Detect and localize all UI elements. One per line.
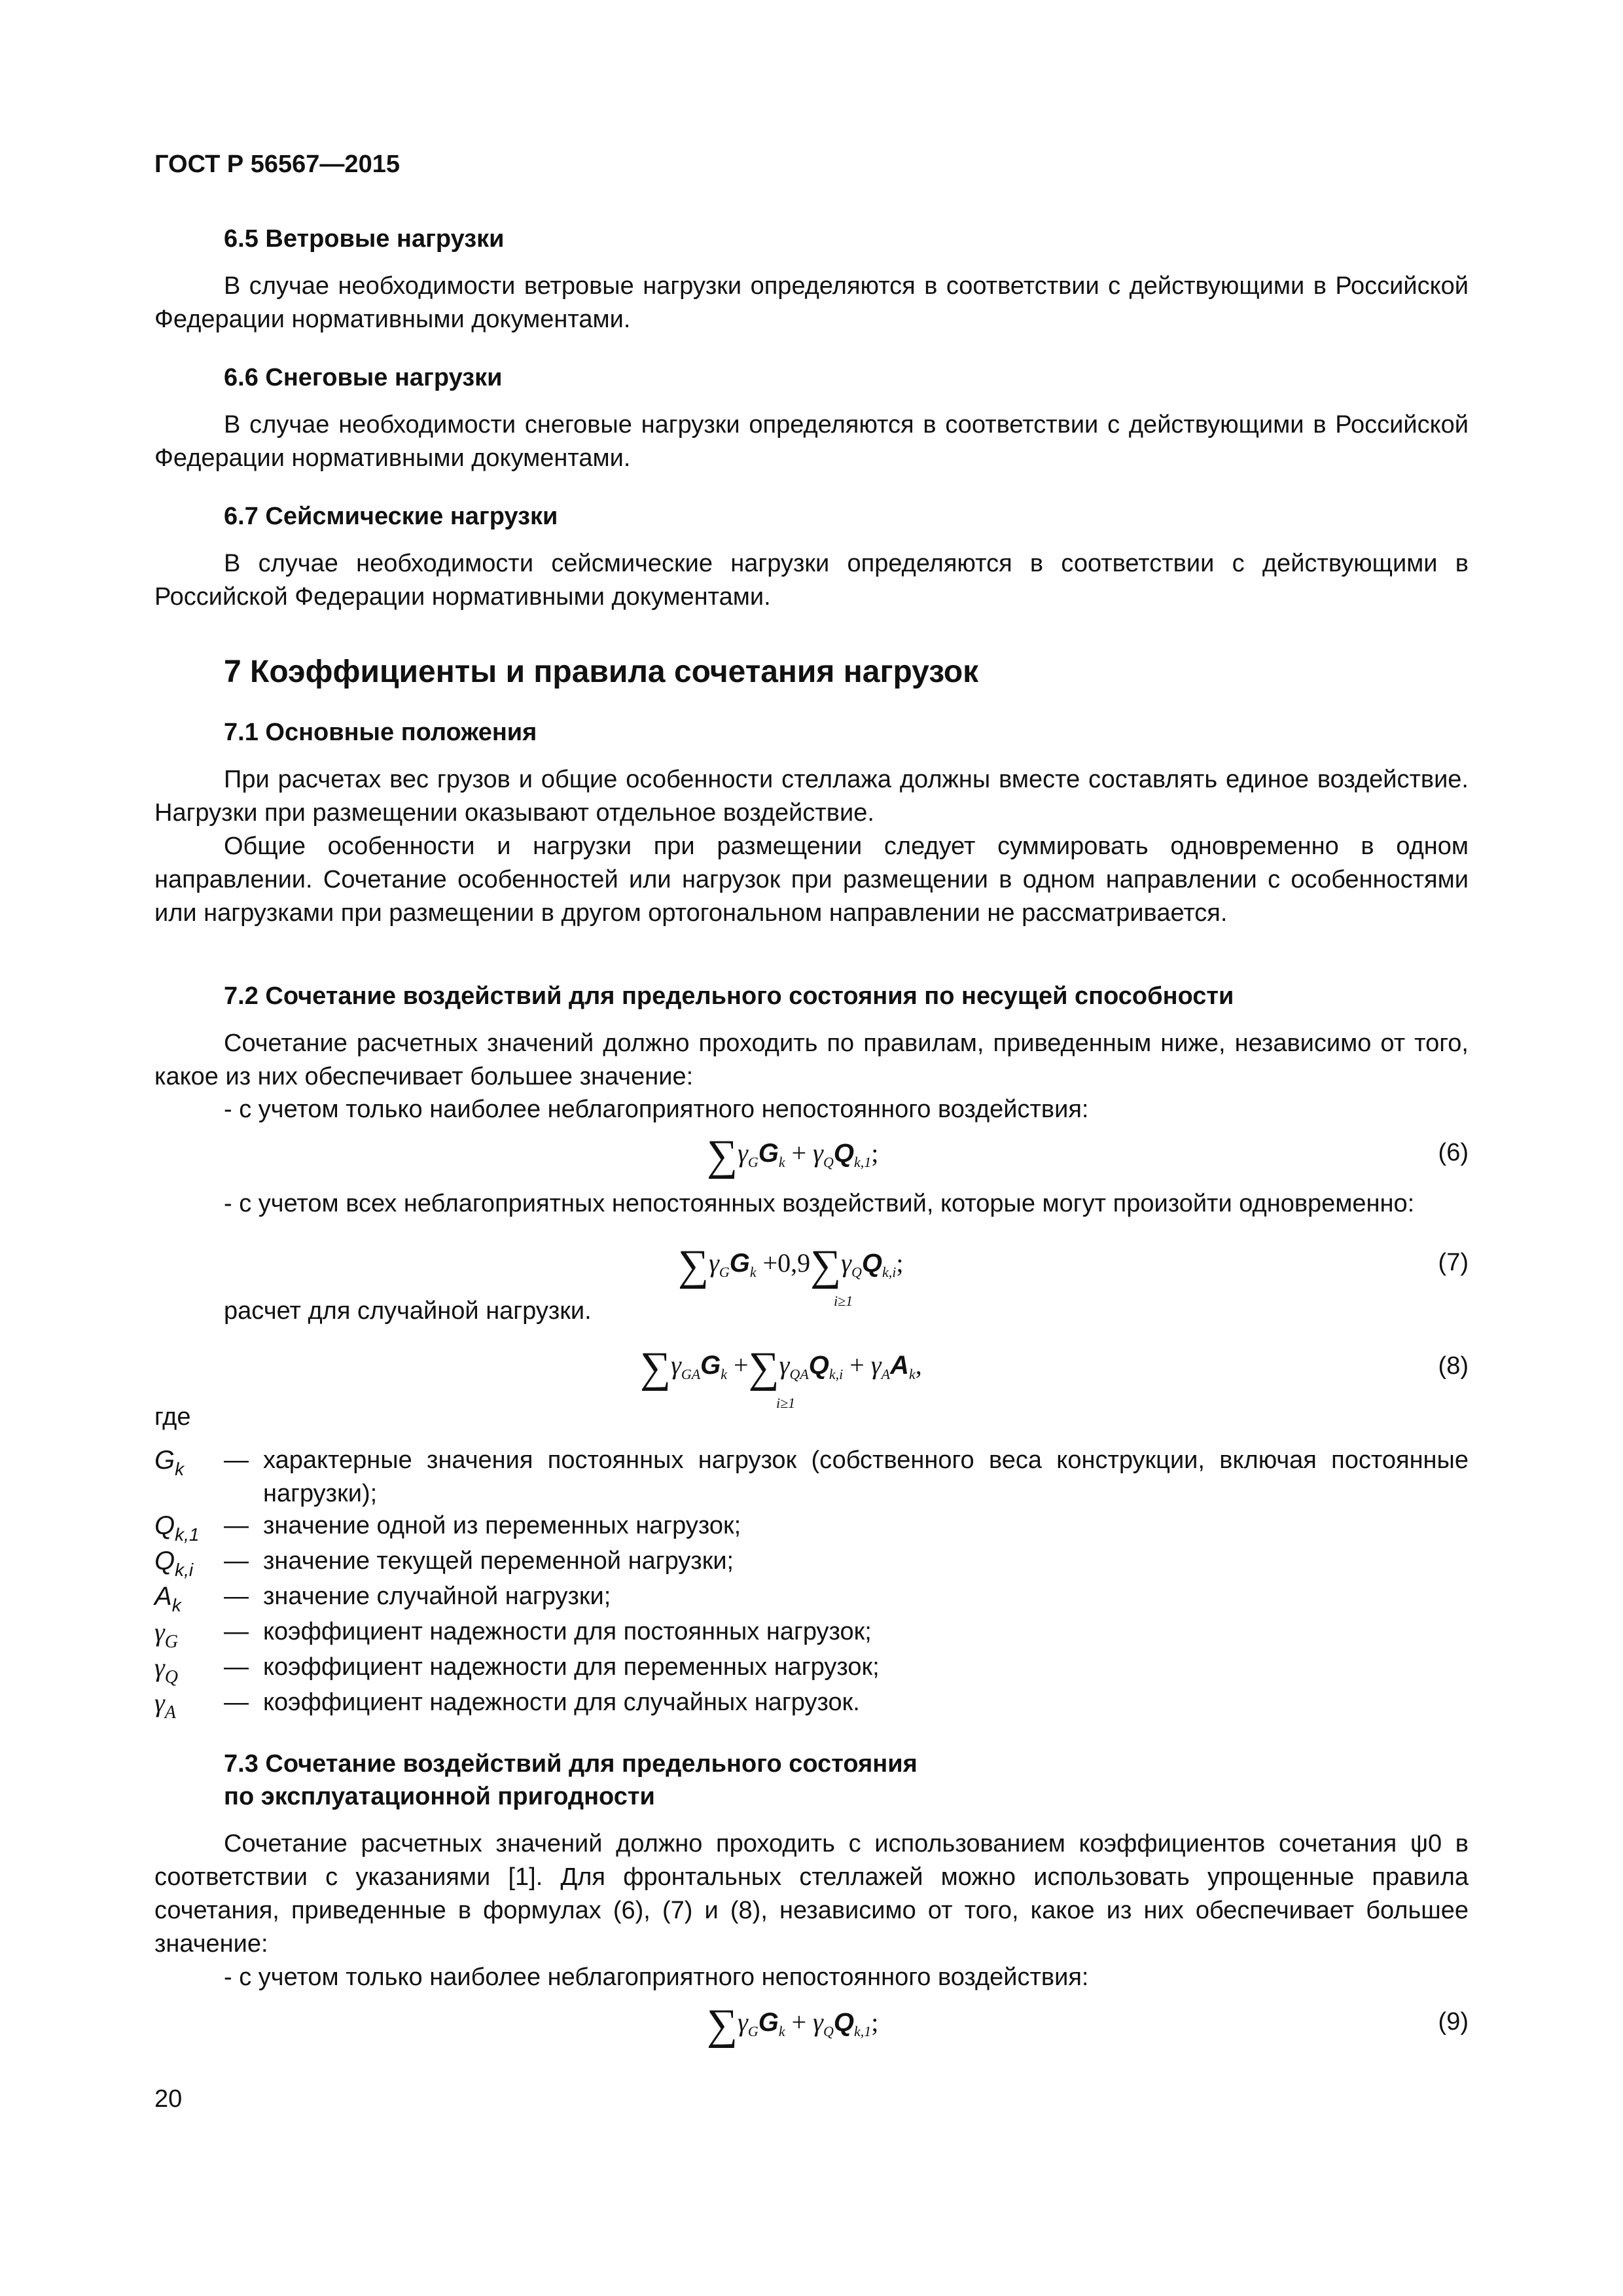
section-7-3-item-1: - с учетом только наиболее неблагоприятного непостоянного воздействия:	[224, 1964, 1089, 1991]
definition-text: значение текущей переменной нагрузки;	[263, 1547, 734, 1575]
sum-symbol: ∑	[678, 1242, 709, 1289]
page-number: 20	[154, 2085, 183, 2113]
section-6-7-text: В случае необходимости сейсмические нагрузки определяются в соответствии с действующими в Российской Федерации нормативными документами.	[154, 550, 1469, 611]
sum-symbol-2: ∑	[810, 1242, 842, 1289]
formula-8: $\sum\gamma_{GA}G_k +\sum\gamma_{QA}Q_{k,i} + \gamma_AA_k$,	[640, 1344, 922, 1391]
section-7-3-title-line-1: 7.3 Сочетание воздействий для предельного состояния	[224, 1750, 918, 1778]
formula-8-sum-limit: i≥1	[776, 1395, 796, 1411]
sum-symbol: ∑	[707, 1132, 738, 1179]
definition-dash: —	[224, 1618, 249, 1645]
formula-7: $\sum\gamma_GG_k +0,9\sum\gamma_QQ_{k,i}$;	[678, 1242, 904, 1289]
formula-6-number: (6)	[1438, 1139, 1469, 1166]
formula-8-number: (8)	[1438, 1352, 1469, 1380]
sum-symbol: ∑	[640, 1344, 671, 1391]
definition-text: коэффициент надежности для постоянных нагрузок;	[263, 1618, 872, 1645]
section-7-3-title-line-2: по эксплуатационной пригодности	[224, 1783, 655, 1810]
section-7-1-title: 7.1 Основные положения	[224, 719, 537, 746]
definition-symbol: $\gamma_Q$	[154, 1653, 178, 1687]
section-7-2-paragraph-1: Сочетание расчетных значений должно проходить по правилам, приведенным ниже, независимо от того, какое из них обеспечивает большее значение:	[154, 1030, 1469, 1090]
definition-dash: —	[224, 1689, 249, 1716]
definition-dash: —	[224, 1547, 249, 1575]
formula-7-sum-limit: i≥1	[834, 1293, 853, 1309]
section-7-3-paragraph-1: Сочетание расчетных значений должно проходить с использованием коэффициентов сочетания ψ0 в соответствии с указаниями [1]. Для фронтальных стеллажей можно использовать упрощенные правила сочетания, приведенные в формулах (6), (7) и (8), независимо от того, какое из них обеспечивает большее значение:	[154, 1830, 1469, 1958]
definition-text: значение случайной нагрузки;	[263, 1583, 611, 1610]
definition-dash: —	[224, 1446, 249, 1474]
definition-text: коэффициент надежности для переменных нагрузок;	[263, 1653, 880, 1681]
definition-symbol: $A_k$	[154, 1582, 181, 1615]
section-7-2-item-3: расчет для случайной нагрузки.	[224, 1297, 592, 1325]
definition-dash: —	[224, 1512, 249, 1539]
definition-symbol: $\gamma_G$	[154, 1617, 178, 1652]
definition-symbol: $G_k$	[154, 1446, 185, 1479]
formula-6: $\sum\gamma_GG_k + \gamma_QQ_{k,1}$;	[707, 1132, 879, 1179]
section-7-2-item-2: - с учетом всех неблагоприятных непостоянных воздействий, которые могут произойти одновременно:	[224, 1190, 1415, 1217]
where-label: где	[154, 1403, 191, 1431]
section-6-6-text: В случае необходимости снеговые нагрузки определяются в соответствии с действующими в Российской Федерации нормативными документами.	[154, 411, 1469, 472]
section-6-7-title: 6.7 Сейсмические нагрузки	[224, 503, 558, 530]
definition-text: характерные значения постоянных нагрузок (собственного веса конструкции, включая постоянные нагрузки);	[263, 1446, 1469, 1507]
definition-symbol: $\gamma_A$	[154, 1688, 176, 1723]
formula-7-number: (7)	[1438, 1249, 1469, 1276]
document-code: ГОСТ Р 56567—2015	[154, 151, 400, 178]
section-6-5-text: В случае необходимости ветровые нагрузки определяются в соответствии с действующими в Российской Федерации нормативными документами.	[154, 272, 1469, 333]
definition-symbol: $Q_{k,1}$	[154, 1511, 200, 1545]
definition-text: значение одной из переменных нагрузок;	[263, 1512, 741, 1539]
definition-symbol: $Q_{k,i}$	[154, 1547, 194, 1580]
sum-symbol: ∑	[707, 2001, 738, 2049]
sum-symbol-2: ∑	[748, 1344, 779, 1391]
section-7-title: 7 Коэффициенты и правила сочетания нагрузок	[224, 655, 979, 689]
section-7-2-title: 7.2 Сочетание воздействий для предельного состояния по несущей способности	[224, 982, 1234, 1010]
definition-dash: —	[224, 1583, 249, 1610]
definition-text: коэффициент надежности для случайных нагрузок.	[263, 1689, 860, 1716]
section-7-2-item-1: - с учетом только наиболее неблагоприятного непостоянного воздействия:	[224, 1096, 1089, 1123]
section-6-6-title: 6.6 Снеговые нагрузки	[224, 364, 503, 391]
formula-9-number: (9)	[1438, 2008, 1469, 2036]
section-7-1-paragraph-2: Общие особенности и нагрузки при размещении следует суммировать одновременно в одном направлении. Сочетание особенностей или нагрузок при размещении в одном направлении с особенностями или нагрузками при размещении в другом ортогональном направлении не рассматривается.	[154, 833, 1469, 927]
definition-dash: —	[224, 1653, 249, 1681]
section-6-5-title: 6.5 Ветровые нагрузки	[224, 225, 505, 253]
formula-9: $\sum\gamma_GG_k + \gamma_QQ_{k,1}$;	[707, 2001, 879, 2049]
section-7-1-paragraph-1: При расчетах вес грузов и общие особенности стеллажа должны вместе составлять единое воздействие. Нагрузки при размещении оказывают отдельное воздействие.	[154, 766, 1469, 827]
